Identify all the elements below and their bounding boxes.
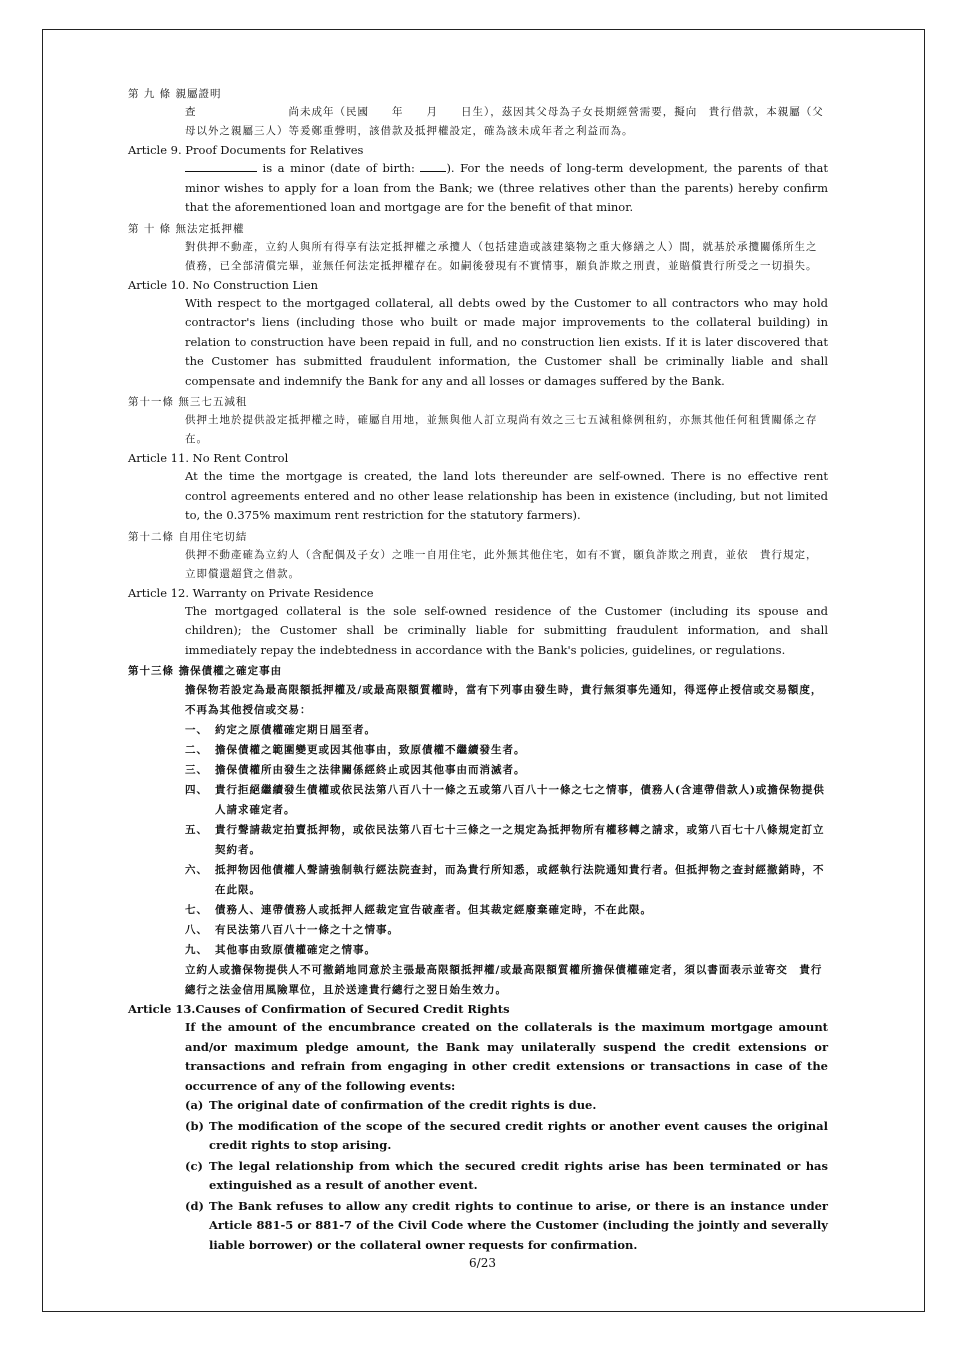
list-item-number: (a) xyxy=(185,1098,204,1112)
list-item-number: 七、 xyxy=(185,904,208,916)
minor-name-blank xyxy=(185,159,257,172)
article-12 xyxy=(128,528,828,661)
list-item-number: 二、 xyxy=(185,744,208,756)
list-item xyxy=(185,1096,828,1116)
list-item-text: The legal relationship from which the secured credit rights arise has been terminated or has extinguished as a result of another event. xyxy=(209,1158,828,1192)
list-item xyxy=(185,820,828,860)
list-item-text: The Bank refuses to allow any credit rights to continue to arise, or there is an instance under Article 881-5 or 881-7 of the Civil Code where the Customer (including the jointly and severally liable borrower) or the collateral owner requests for confirmation. xyxy=(209,1198,828,1252)
article-9-en-body-b: ). For the needs of long-term development, the parents of that minor wishes to apply for a loan from the Bank; we (three relatives other than the parents) hereby confirm that the aforementioned loan and mortgage are for the benefit of that minor. xyxy=(185,161,828,214)
list-item xyxy=(185,720,828,740)
list-item xyxy=(185,900,828,920)
list-item-text: 貴行聲請裁定拍賣抵押物，或依民法第八百七十三條之一之規定為抵押物所有權移轉之請求，或第八百七十八條規定訂立契約者。 xyxy=(215,824,825,856)
article-13-zh-list xyxy=(128,720,828,960)
article-13-en-intro: If the amount of the encumbrance created on the collaterals is the maximum mortgage amount and/or maximum pledge amount, the Bank may unilaterally suspend the credit extensions or transactions and refrain from engaging in other credit extensions or transactions in case of the occurrence of any of the following events: xyxy=(185,1020,828,1093)
article-10-zh-body: 對供押不動產，立約人與所有得享有法定抵押權之承攬人（包括建造或該建築物之重大修繕之人）間，就基於承攬關係所生之債務，已全部清償完畢，並無任何法定抵押權存在。如嗣後發現有不實情事，願負詐欺之刑責，並賠償貴行所受之一切損失。 xyxy=(185,240,818,272)
list-item-number: 九、 xyxy=(185,944,208,956)
article-9-zh-title: 第 九 條 親屬證明 xyxy=(128,88,222,100)
list-item-number: 三、 xyxy=(185,764,208,776)
list-item xyxy=(185,1157,828,1196)
list-item-number: 五、 xyxy=(185,824,208,836)
birth-date-blank xyxy=(420,159,446,172)
article-9-en-title: Article 9. Proof Documents for Relatives xyxy=(128,143,364,157)
article-13-en-list xyxy=(128,1096,828,1255)
article-9-en-body xyxy=(128,159,828,218)
article-13-en-title: Article 13.Causes of Confirmation of Secured Credit Rights xyxy=(128,1002,510,1016)
article-12-zh-body: 供押不動產確為立約人（含配偶及子女）之唯一自用住宅，此外無其他住宅，如有不實，願負詐欺之刑責，並依 貴行規定，立即償還超貸之借款。 xyxy=(185,548,818,580)
article-11 xyxy=(128,393,828,526)
list-item-text: 擔保債權之範圍變更或因其他事由，致原債權不繼續發生者。 xyxy=(215,744,526,756)
article-13-zh-title: 第十三條 擔保債權之確定事由 xyxy=(128,665,283,677)
article-9-zh-body: 查 尚未成年（民國 年 月 日生），茲因其父母為子女長期經營需要，擬向 貴行借款，本親屬（父母以外之親屬三人）等爰鄭重聲明，該借款及抵押權設定，確為該未成年者之利益而為。 xyxy=(185,106,824,137)
page-number: 6/23 xyxy=(469,1256,496,1270)
list-item xyxy=(185,740,828,760)
list-item xyxy=(185,1197,828,1256)
list-item-text: The modification of the scope of the secured credit rights or another event causes the original credit rights to stop arising. xyxy=(209,1118,828,1152)
list-item-text: 貴行拒絕繼續發生債權或依民法第八百八十一條之五或第八百八十一條之七之情事，債務人(含連帶借款人)或擔保物提供人請求確定者。 xyxy=(215,784,825,816)
article-13 xyxy=(128,662,828,1255)
list-item-number: 一、 xyxy=(185,724,208,736)
article-13-zh-intro: 擔保物若設定為最高限額抵押權及/或最高限額質權時，當有下列事由發生時，貴行無須事先通知，得逕停止授信或交易額度，不再為其他授信或交易： xyxy=(185,684,823,716)
list-item-number: 四、 xyxy=(185,784,208,796)
article-11-en-body: At the time the mortgage is created, the land lots thereunder are self-owned. There is no effective rent control agreements entered and no other lease relationship has been in existence (including, but not limited to, the 0.375% maximum rent restriction for the statutory farmers). xyxy=(185,469,828,522)
list-item xyxy=(185,860,828,900)
article-10 xyxy=(128,220,828,392)
list-item-number: 八、 xyxy=(185,924,208,936)
list-item-text: 有民法第八百八十一條之十之情事。 xyxy=(215,924,399,936)
list-item-number: (c) xyxy=(185,1158,203,1173)
document-body xyxy=(128,83,828,1256)
article-11-en-title: Article 11. No Rent Control xyxy=(128,451,289,465)
list-item xyxy=(185,920,828,940)
list-item xyxy=(185,940,828,960)
list-item xyxy=(185,780,828,820)
list-item xyxy=(185,760,828,780)
list-item xyxy=(185,1117,828,1156)
article-13-zh-outro: 立約人或擔保物提供人不可撤銷地同意於主張最高限額抵押權/或最高限額質權所擔保債權確定者，須以書面表示並寄交 貴行總行之法金信用風險單位，且於送達貴行總行之翌日始生效力。 xyxy=(185,964,823,996)
article-10-en-title: Article 10. No Construction Lien xyxy=(128,277,319,292)
article-12-zh-title: 第十二條 自用住宅切結 xyxy=(128,530,248,543)
article-11-zh-title: 第十一條 無三七五減租 xyxy=(128,396,248,408)
list-item-text: 擔保債權所由發生之法律關係經終止或因其他事由而消滅者。 xyxy=(215,764,526,776)
article-12-en-body: The mortgaged collateral is the sole self-owned residence of the Customer (including its spouse and children); the Customer shall be criminally liable for submitting fraudulent information, and shall immediately repay the indebtedness in accordance with the Bank's policies, guidelines, or regulations. xyxy=(185,603,828,657)
list-item-number: (b) xyxy=(185,1118,204,1133)
list-item-text: 其他事由致原債權確定之情事。 xyxy=(215,944,376,956)
article-10-zh-title: 第 十 條 無法定抵押權 xyxy=(128,222,245,235)
list-item-text: 債務人、連帶債務人或抵押人經裁定宣告破產者。但其裁定經廢棄確定時，不在此限。 xyxy=(215,904,652,916)
list-item-text: 抵押物因他債權人聲請強制執行經法院查封，而為貴行所知悉，或經執行法院通知貴行者。但抵押物之查封經撤銷時，不在此限。 xyxy=(215,864,825,896)
list-item-number: (d) xyxy=(185,1198,204,1213)
list-item-text: The original date of confirmation of the credit rights is due. xyxy=(209,1098,597,1112)
article-12-en-title: Article 12. Warranty on Private Residence xyxy=(128,585,374,600)
list-item-text: 約定之原債權確定期日屆至者。 xyxy=(215,724,376,736)
article-11-zh-body: 供押土地於提供設定抵押權之時，確屬自用地，並無與他人訂立現尚有效之三七五減租條例租約，亦無其他任何租賃關係之存在。 xyxy=(185,414,818,445)
list-item-number: 六、 xyxy=(185,864,208,876)
article-9-en-body-a: is a minor (date of birth: xyxy=(257,161,421,175)
article-9 xyxy=(128,85,828,218)
article-10-en-body: With respect to the mortgaged collateral, all debts owed by the Customer to all contractors who may hold contractor's liens (including those who built or made major improvements to the collateral building) in relation to construction have been repaid in full, and no construction lien exists. If it is later discovered that the Customer has submitted fraudulent information, the Customer shall be criminally liable and shall compensate and indemnify the Bank for any and all losses or damages suffered by the Bank. xyxy=(185,295,828,388)
